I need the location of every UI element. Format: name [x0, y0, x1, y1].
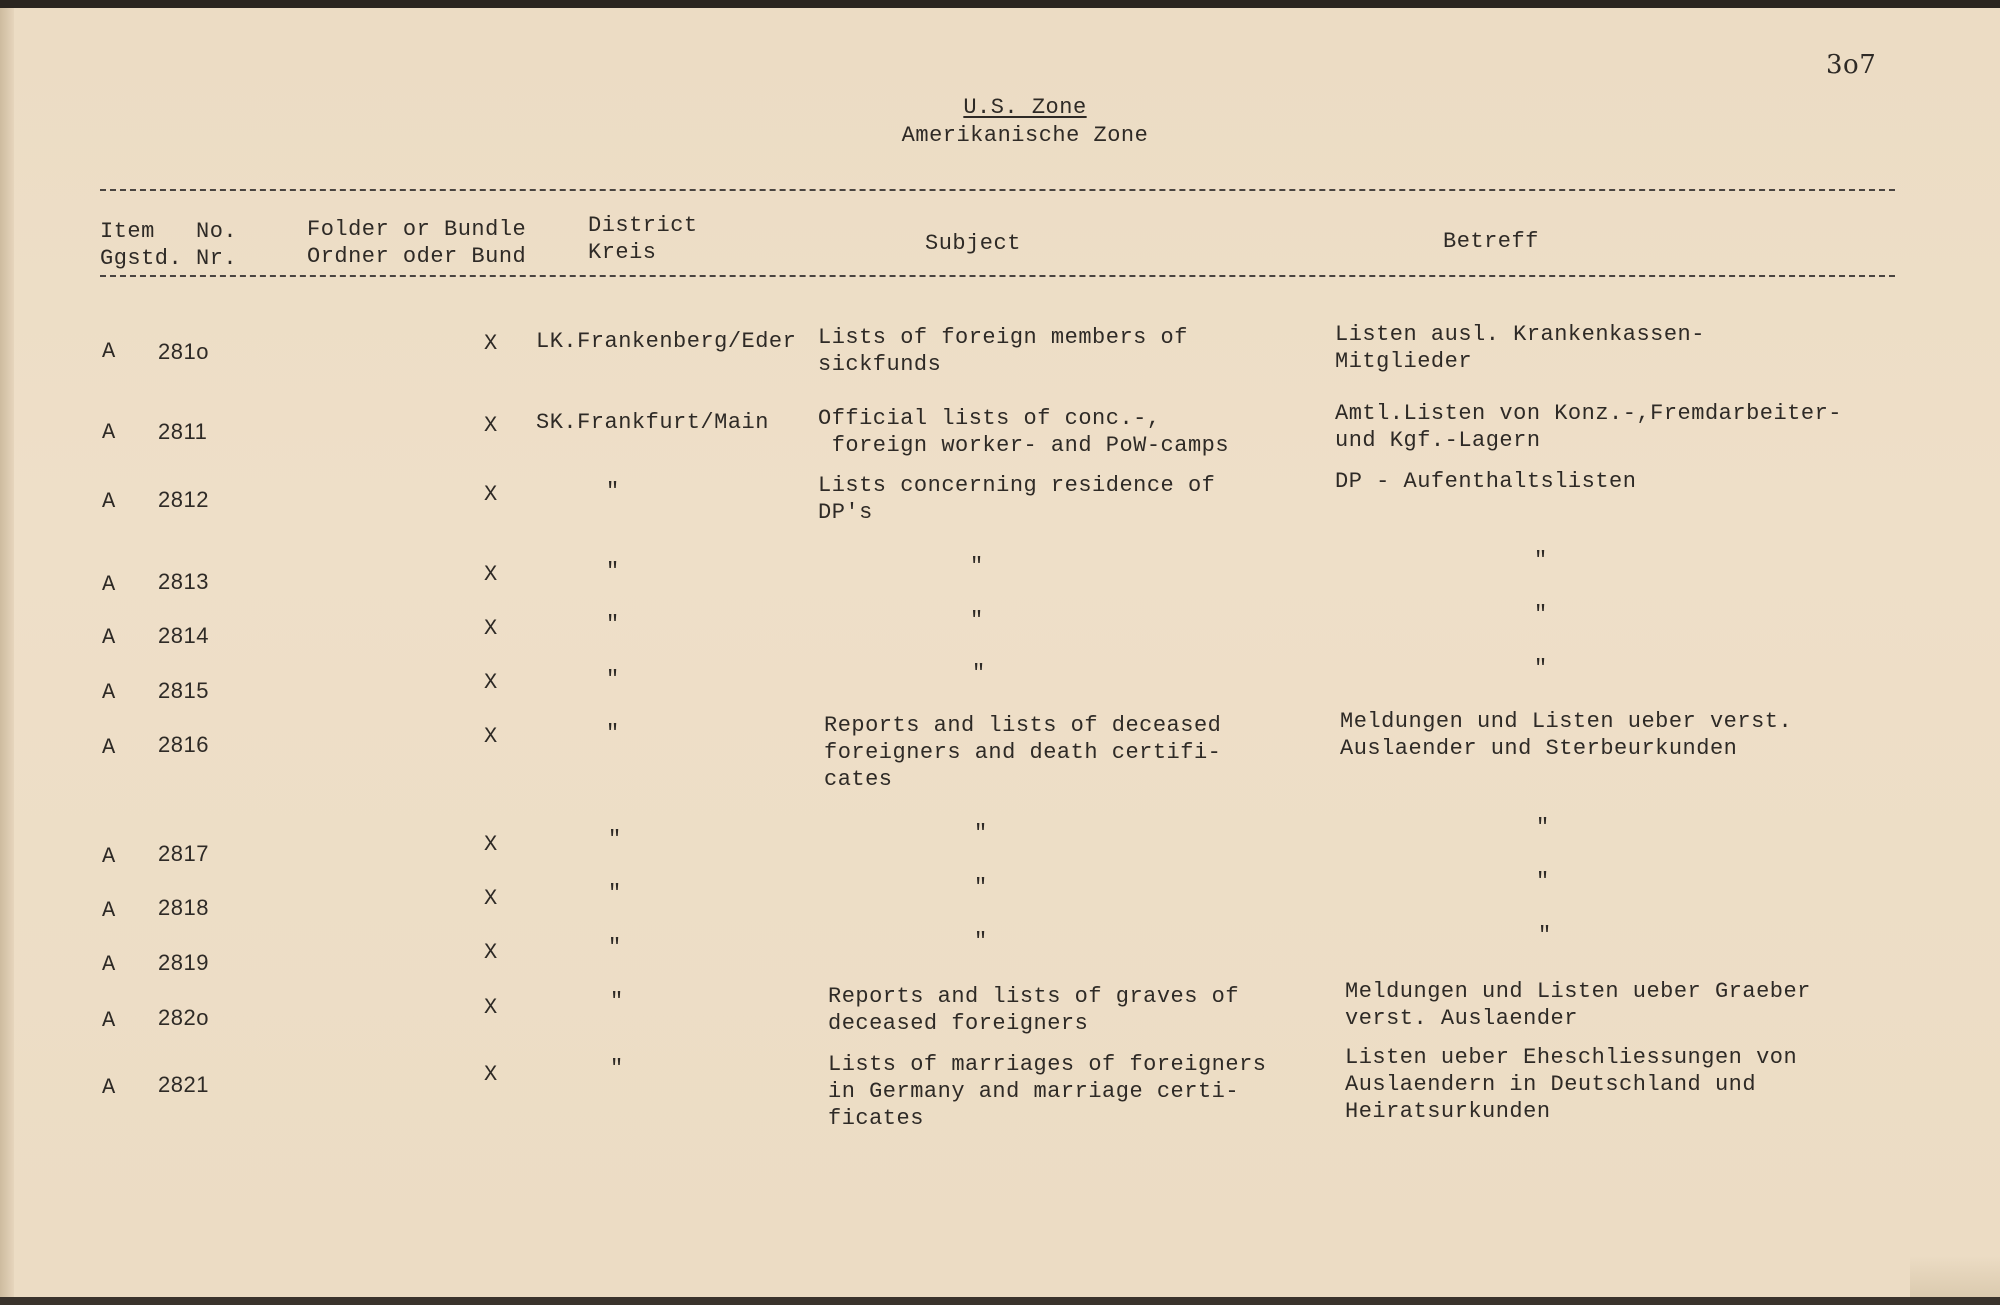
- row-district-ditto: ": [610, 1056, 624, 1081]
- row-district-ditto: ": [608, 935, 622, 960]
- row-folder-mark: X: [484, 482, 498, 507]
- row-subject-ditto: ": [972, 661, 986, 686]
- page-number: 3o7: [1826, 50, 1877, 80]
- row-folder-mark: X: [484, 886, 498, 911]
- header-rule-bottom: [100, 275, 1895, 277]
- row-folder-mark: X: [484, 832, 498, 857]
- row-betreff: DP - Aufenthaltslisten: [1335, 469, 1637, 494]
- row-betreff: Amtl.Listen von Konz.-,Fremdarbeiter- und Kgf.-Lagern: [1335, 401, 1842, 453]
- row-folder-mark: X: [484, 616, 498, 641]
- row-item: A: [102, 735, 116, 760]
- row-subject: Reports and lists of graves of deceased foreigners: [828, 984, 1240, 1036]
- row-item: A: [102, 572, 116, 597]
- row-item: A: [102, 1008, 116, 1033]
- row-betreff: Listen ueber Eheschliessungen von Auslaendern in Deutschland und Heiratsurkunden: [1345, 1045, 1798, 1124]
- row-betreff-ditto: ": [1534, 548, 1548, 573]
- row-number: 2813: [158, 569, 209, 594]
- row-district-ditto: ": [610, 989, 624, 1014]
- row-number: 2818: [158, 895, 209, 920]
- row-number: 2821: [158, 1072, 209, 1097]
- row-betreff-ditto: ": [1536, 815, 1550, 840]
- row-betreff-ditto: ": [1536, 869, 1550, 894]
- row-subject-ditto: ": [974, 929, 988, 954]
- row-district-ditto: ": [608, 827, 622, 852]
- row-subject-ditto: ": [970, 608, 984, 633]
- row-district-ditto: ": [606, 612, 620, 637]
- row-subject: Lists concerning residence of DP's: [818, 473, 1216, 525]
- scan-border-bottom: [0, 1297, 2000, 1305]
- header-rule-top: [100, 189, 1895, 191]
- row-folder-mark: X: [484, 562, 498, 587]
- row-number: 2816: [158, 732, 209, 757]
- row-folder-mark: X: [484, 413, 498, 438]
- zone-title: U.S. Zone: [963, 95, 1087, 120]
- header-no: No.: [196, 219, 238, 244]
- row-district: SK.Frankfurt/Main: [536, 410, 769, 435]
- row-betreff-ditto: ": [1534, 656, 1548, 681]
- row-number: 2812: [158, 487, 209, 512]
- header-no-de: Nr.: [196, 246, 238, 271]
- row-subject-ditto: ": [970, 554, 984, 579]
- header-folder: Folder or Bundle: [307, 217, 527, 242]
- row-number: 2819: [158, 950, 209, 975]
- header-subject: Subject: [925, 231, 1021, 256]
- row-subject: Lists of foreign members of sickfunds: [818, 325, 1188, 377]
- row-district-ditto: ": [608, 881, 622, 906]
- row-item: A: [102, 1075, 116, 1100]
- row-folder-mark: X: [484, 670, 498, 695]
- row-item: A: [102, 898, 116, 923]
- row-number: 2814: [158, 623, 209, 648]
- row-item: A: [102, 625, 116, 650]
- row-item: A: [102, 339, 116, 364]
- row-folder-mark: X: [484, 331, 498, 356]
- row-item: A: [102, 952, 116, 977]
- row-subject: Lists of marriages of foreigners in Germany and marriage certi- ficates: [828, 1052, 1267, 1131]
- header-item: Item: [100, 219, 155, 244]
- row-betreff: Meldungen und Listen ueber verst. Auslaender und Sterbeurkunden: [1340, 709, 1793, 761]
- row-betreff-ditto: ": [1534, 602, 1548, 627]
- row-folder-mark: X: [484, 724, 498, 749]
- row-subject-ditto: ": [974, 821, 988, 846]
- row-number: 2811: [158, 419, 208, 444]
- row-betreff-ditto: ": [1538, 923, 1552, 948]
- header-item-de: Ggstd.: [100, 246, 183, 271]
- row-district-ditto: ": [606, 721, 620, 746]
- row-district-ditto: ": [606, 479, 620, 504]
- row-subject: Reports and lists of deceased foreigners and death certifi- cates: [824, 713, 1222, 792]
- document-page: [0, 8, 2000, 1305]
- page-binding-edge: [0, 8, 14, 1305]
- header-district-de: Kreis: [588, 240, 657, 265]
- row-betreff: Listen ausl. Krankenkassen- Mitglieder: [1335, 322, 1705, 374]
- row-folder-mark: X: [484, 1062, 498, 1087]
- row-number: 2817: [158, 841, 209, 866]
- row-number: 2815: [158, 678, 209, 703]
- row-district-ditto: ": [606, 667, 620, 692]
- row-subject: Official lists of conc.-, foreign worker- and PoW-camps: [818, 406, 1230, 458]
- row-item: A: [102, 420, 116, 445]
- row-district: LK.Frankenberg/Eder: [536, 329, 797, 354]
- row-betreff: Meldungen und Listen ueber Graeber verst. Auslaender: [1345, 979, 1811, 1031]
- row-number: 282o: [158, 1005, 209, 1030]
- row-district-ditto: ": [606, 559, 620, 584]
- row-subject-ditto: ": [974, 875, 988, 900]
- row-folder-mark: X: [484, 940, 498, 965]
- row-item: A: [102, 489, 116, 514]
- row-folder-mark: X: [484, 995, 498, 1020]
- row-item: A: [102, 844, 116, 869]
- zone-subtitle: Amerikanische Zone: [901, 123, 1149, 148]
- row-item: A: [102, 680, 116, 705]
- row-number: 281o: [158, 339, 209, 364]
- header-district: District: [588, 213, 698, 238]
- header-folder-de: Ordner oder Bund: [307, 244, 527, 269]
- header-betreff: Betreff: [1443, 229, 1539, 254]
